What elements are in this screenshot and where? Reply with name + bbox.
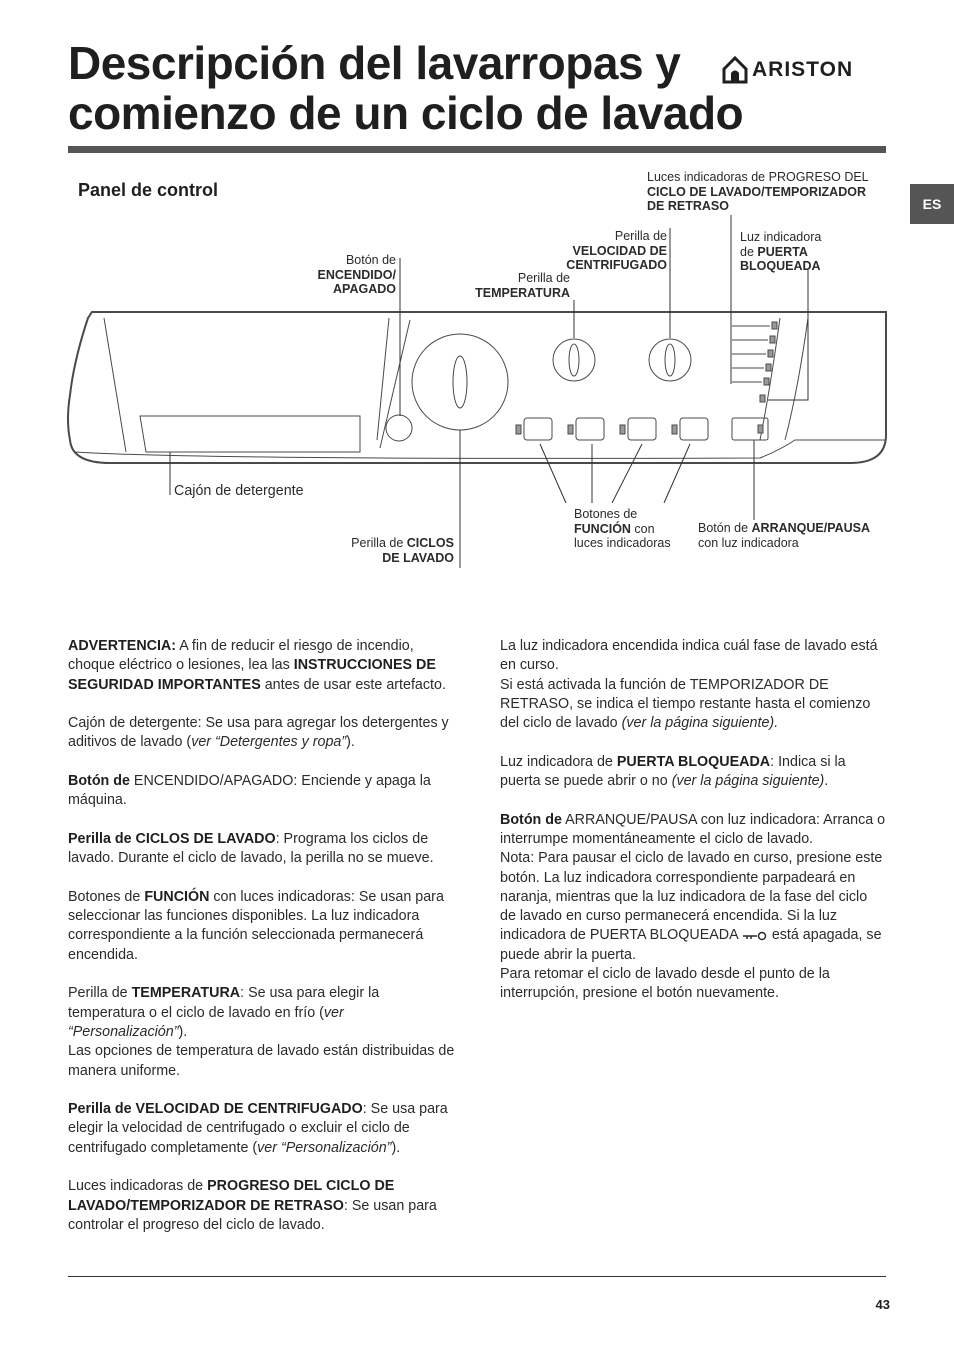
warning-paragraph: ADVERTENCIA: A fin de reducir el riesgo de incendio, choque eléctrico o lesiones, lea las INSTRUCCIONES DE SEGURIDAD IMPORTANTES antes de usar este artefacto. xyxy=(68,638,446,693)
page-number: 43 xyxy=(875,1297,890,1312)
drawer-paragraph: Cajón de detergente: Se usa para agregar los detergentes y aditivos de lavado (ver “Detergentes y ropa”). xyxy=(68,715,449,751)
wash-knob-paragraph: Perilla de CICLOS DE LAVADO: Programa los ciclos de lavado. Durante el ciclo de lavado, la perilla no se mueve. xyxy=(68,830,434,867)
right-column xyxy=(500,637,886,1023)
start-pause-label: Botón de ARRANQUE/PAUSA con luz indicadora xyxy=(698,521,871,550)
function-buttons-label: Botones de FUNCIÓN con luces indicadoras xyxy=(574,507,671,550)
start-paragraph: Botón de ARRANQUE/PAUSA con luz indicadora: Arranca o interrumpe momentáneamente el ciclo de lavado. Nota: Para pausar el ciclo de lavado en curso, presione este botón. La luz indicadora correspondiente parpadeará en naranja, mientras que la luz indicadora de la fase del ciclo de lavado en curso permanecerá encendida. Si la luz indicadora de PUERTA BLOQUEADA está apagada, se puede abrir la puerta. Para retomar el ciclo de lavado desde el punto de la interrupción, presione el botón nuevamente. xyxy=(500,811,886,1002)
door-paragraph: Luz indicadora de PUERTA BLOQUEADA: Indica si la puerta se puede abrir o no (ver la página siguiente). xyxy=(500,753,846,790)
door-lock-label: Luz indicadora de PUERTA BLOQUEADA xyxy=(740,230,822,273)
panel-bottom-band xyxy=(76,440,886,458)
function-button-1 xyxy=(524,418,552,440)
detergent-drawer-label: Cajón de detergente xyxy=(174,483,304,499)
page-title-line-2: comienzo de un ciclo de lavado xyxy=(68,87,744,139)
progress-lights xyxy=(732,322,777,402)
brand-name: ARISTON xyxy=(752,58,854,81)
wash-knob-shape xyxy=(412,334,508,430)
function-button-3 xyxy=(628,418,656,440)
temp-knob-shape xyxy=(553,339,595,381)
language-tab[interactable]: ES xyxy=(910,184,954,224)
progress-paragraph: Luces indicadoras de PROGRESO DEL CICLO DE LAVADO/TEMPORIZADOR DE RETRASO: Se usan para controlar el progreso del ciclo de lavado. xyxy=(68,1178,437,1233)
progress-lights-label: Luces indicadoras de PROGRESO DEL CICLO DE LAVADO/TEMPORIZADOR DE RETRASO xyxy=(647,170,869,213)
spin-paragraph: Perilla de VELOCIDAD DE CENTRIFUGADO: Se usa para elegir la velocidad de centrifugado o excluir el ciclo de centrifugado completamente (ver “Personalización”). xyxy=(68,1101,448,1156)
phase-paragraph: La luz indicadora encendida indica cuál fase de lavado está en curso. Si está activada la función de TEMPORIZADOR DE RETRASO, se indica el tiempo restante hasta el comienzo del ciclo de lavado (ver la página siguiente). xyxy=(500,638,878,732)
function-button-2 xyxy=(576,418,604,440)
wash-knob-label: Perilla de CICLOS DE LAVADO xyxy=(351,536,454,565)
left-column xyxy=(68,637,460,1255)
page-title-line-1: Descripción del lavarropas y xyxy=(68,37,681,89)
key-icon xyxy=(742,931,768,941)
detergent-drawer-shape xyxy=(140,416,360,452)
footer-rule xyxy=(68,1276,886,1277)
temperature-paragraph: Perilla de TEMPERATURA: Se usa para elegir la temperatura o el ciclo de lavado en frío (ver “Personalización”). Las opciones de temperatura de lavado están distribuidas de manera uniforme. xyxy=(68,985,455,1079)
control-panel-diagram xyxy=(0,0,954,600)
power-paragraph: Botón de ENCENDIDO/APAGADO: Enciende y apaga la máquina. xyxy=(68,773,431,809)
power-button-label: Botón de ENCENDIDO/ APAGADO xyxy=(317,253,396,296)
functions-paragraph: Botones de FUNCIÓN con luces indicadoras: Se usan para seleccionar las funciones disponibles. La luz indicadora correspondiente a la función seleccionada permanecerá encendida. xyxy=(68,888,444,963)
power-button-shape xyxy=(386,415,412,441)
spin-knob-shape xyxy=(649,339,691,381)
section-heading: Panel de control xyxy=(78,180,219,200)
function-button-4 xyxy=(680,418,708,440)
temp-knob-label: Perilla de TEMPERATURA xyxy=(475,271,570,300)
spin-knob-label: Perilla de VELOCIDAD DE CENTRIFUGADO xyxy=(566,229,667,272)
